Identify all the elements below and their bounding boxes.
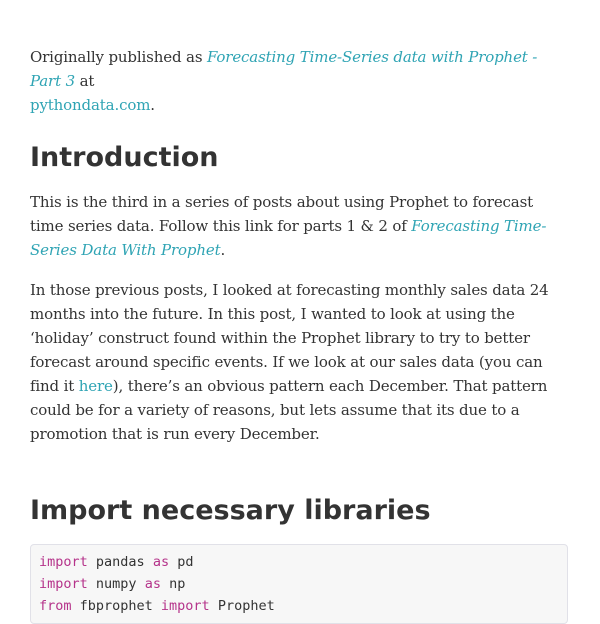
code-module: fbprophet (71, 598, 161, 614)
code-alias: Prophet (209, 598, 275, 614)
data-link[interactable]: here (78, 377, 113, 395)
paragraph1-end: . (220, 241, 226, 259)
import-libraries-heading: Import necessary libraries (30, 495, 431, 526)
intro-paragraph (30, 190, 570, 262)
code-block[interactable] (30, 544, 568, 624)
code-line (39, 595, 559, 617)
site-link[interactable]: pythondata.com (30, 96, 151, 114)
code-keyword: import (160, 598, 210, 614)
code-keyword: import (39, 576, 88, 592)
credit-middle: at (74, 72, 95, 90)
credit-suffix: . (150, 96, 155, 114)
context-paragraph (30, 278, 570, 446)
code-line (39, 551, 559, 573)
paragraph2-end: ), there’s an obvious pattern each December. That pattern could be for a variety of reasons, but lets assume that its due to a promotion that is run every December. (30, 377, 548, 443)
code-module: numpy (87, 576, 145, 592)
publication-credit (30, 45, 570, 117)
code-module: pandas (87, 554, 153, 570)
code-keyword: as (152, 554, 170, 570)
code-line (39, 573, 559, 595)
code-keyword: import (39, 554, 88, 570)
series-link[interactable]: Forecasting Time-Series Data With Prophet (30, 217, 547, 259)
paragraph2-text: In those previous posts, I looked at forecasting monthly sales data 24 months into the future. In this post, I wanted to look at using the ‘holiday’ construct found within the Prophet library to try to better forecast around specific events. If we look at our sales data (you can find it (30, 281, 549, 395)
original-post-link[interactable]: Forecasting Time-Series data with Prophet - Part 3 (30, 48, 538, 90)
code-keyword: from (39, 598, 72, 614)
code-alias: np (160, 576, 186, 592)
code-alias: pd (169, 554, 194, 570)
code-keyword: as (144, 576, 161, 592)
paragraph1-text: This is the third in a series of posts about using Prophet to forecast time series data. Follow this link for parts 1 & 2 of (30, 193, 534, 235)
introduction-heading: Introduction (30, 142, 219, 173)
credit-prefix: Originally published as (30, 48, 207, 66)
